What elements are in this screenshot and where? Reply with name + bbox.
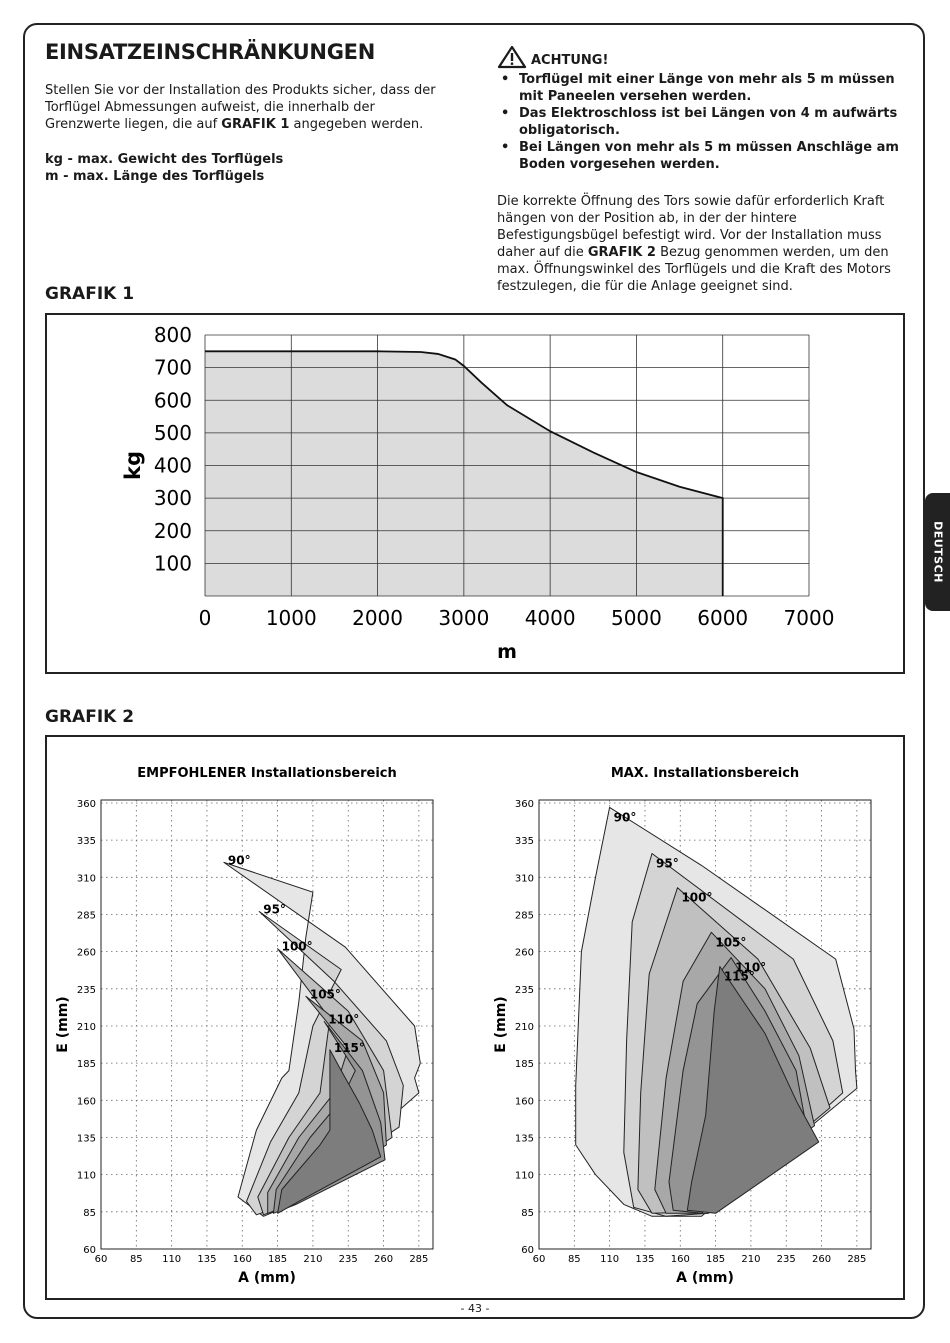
y-tick-label: 360 (76, 798, 96, 810)
warning-box (497, 45, 907, 173)
x-axis-label: A (mm) (238, 1270, 296, 1286)
definition-kg: kg - max. Gewicht des Torflügels (45, 152, 284, 167)
y-tick-label: 200 (153, 518, 192, 543)
y-tick-label: 235 (514, 984, 534, 996)
x-tick-label: 235 (776, 1254, 796, 1265)
paragraph-text-b: Bezug genommen werden, um den max. Öffnungswinkel des Torflügels und die Kraft des Motors festzulegen, die für die Anlage geeignet sind. (497, 245, 891, 294)
y-tick-label: 60 (521, 1245, 534, 1256)
x-tick-label: 0 (198, 606, 212, 630)
x-tick-label: 210 (303, 1254, 323, 1265)
x-tick-label: 7000 (783, 606, 835, 630)
y-tick-label: 110 (76, 1170, 96, 1182)
x-tick-label: 1000 (265, 606, 317, 630)
y-axis-label: E (mm) (55, 996, 71, 1053)
y-tick-label: 210 (514, 1021, 534, 1033)
language-tab-label: DEUTSCH (931, 521, 944, 583)
x-tick-label: 85 (129, 1254, 143, 1265)
installation-paragraph (497, 193, 907, 295)
x-tick-label: 160 (232, 1254, 252, 1265)
x-tick-label: 60 (94, 1254, 108, 1265)
paragraph-text-a: Die korrekte Öffnung des Tors sowie dafür erforderlich Kraft hängen von der Position ab, in der der hintere Befestigungsbügel befestigt wird. Vor der Installation muss daher auf die (497, 194, 885, 260)
x-tick-label: 160 (670, 1254, 690, 1265)
y-tick-label: 310 (514, 873, 534, 885)
y-tick-label: 60 (83, 1245, 96, 1256)
region-label: 100° (681, 890, 713, 905)
x-axis-label: A (mm) (676, 1270, 734, 1286)
region-label: 95° (656, 856, 679, 871)
y-tick-label: 235 (76, 984, 96, 996)
chart-title-rest: Installationsbereich (246, 766, 397, 781)
x-axis-label: m (497, 641, 517, 663)
warning-item: • Das Elektroschloss ist bei Längen von 4 m aufwärts obligatorisch. (497, 105, 907, 139)
x-tick-label: 285 (847, 1254, 867, 1265)
y-tick-label: 135 (76, 1133, 96, 1145)
warning-heading (497, 45, 907, 69)
y-tick-label: 210 (76, 1021, 96, 1033)
y-tick-label: 135 (514, 1133, 534, 1145)
y-tick-label: 285 (514, 910, 534, 922)
x-tick-label: 5000 (610, 606, 662, 630)
y-tick-label: 600 (153, 388, 192, 413)
y-tick-label: 160 (76, 1096, 96, 1108)
section-title: EINSATZEINSCHRÄNKUNGEN (45, 40, 375, 64)
y-tick-label: 110 (514, 1170, 534, 1182)
y-tick-label: 335 (76, 836, 96, 848)
x-tick-label: 2000 (352, 606, 404, 630)
x-tick-label: 60 (532, 1254, 546, 1265)
x-tick-label: 3000 (438, 606, 490, 630)
x-tick-label: 210 (741, 1254, 761, 1265)
region-label: 105° (715, 935, 747, 950)
region-label: 90° (227, 853, 251, 868)
y-tick-label: 85 (83, 1207, 96, 1219)
x-tick-label: 185 (706, 1254, 726, 1265)
region-label: 105° (309, 987, 341, 1002)
y-tick-label: 260 (514, 947, 534, 959)
region-label: 110° (328, 1012, 360, 1027)
warning-list (497, 71, 907, 173)
y-tick-label: 400 (153, 453, 192, 478)
chart-title-bold: EMPFOHLENER (137, 766, 247, 781)
y-tick-label: 310 (76, 873, 96, 885)
warning-item: • Bei Längen von mehr als 5 m müssen Anschläge am Boden vorgesehen werden. (497, 139, 907, 173)
region-label: 110° (735, 960, 767, 975)
x-tick-label: 185 (268, 1254, 288, 1265)
warning-icon (497, 45, 527, 69)
y-tick-label: 160 (514, 1096, 534, 1108)
x-tick-label: 135 (635, 1254, 655, 1265)
intro-text (45, 82, 445, 133)
graph1-chart (47, 315, 903, 672)
y-axis-label: kg (121, 451, 145, 480)
y-tick-label: 700 (153, 355, 192, 380)
y-tick-label: 800 (153, 323, 192, 347)
region-label: 100° (281, 939, 313, 954)
y-tick-label: 335 (514, 836, 534, 848)
definitions (45, 151, 283, 185)
y-tick-label: 85 (521, 1207, 534, 1219)
y-tick-label: 285 (76, 910, 96, 922)
language-tab[interactable] (925, 493, 950, 611)
y-tick-label: 185 (76, 1059, 96, 1071)
intro-graph-ref: GRAFIK 1 (221, 117, 290, 132)
region-label: 115° (333, 1040, 365, 1055)
y-tick-label: 100 (153, 551, 192, 576)
region-label: 115° (723, 969, 755, 984)
graph1-title: GRAFIK 1 (45, 284, 135, 304)
paragraph-graph-ref: GRAFIK 2 (587, 245, 656, 260)
x-tick-label: 235 (338, 1254, 358, 1265)
region-label: 90° (613, 810, 637, 825)
intro-text-a: Stellen Sie vor der Installation des Produkts sicher, dass der Torflügel Abmessungen aufweist, die innerhalb der Grenzwerte liegen, die auf (45, 83, 436, 132)
chart-title (137, 766, 396, 781)
y-tick-label: 260 (76, 947, 96, 959)
x-tick-label: 110 (600, 1254, 620, 1265)
intro-text-b: angegeben werden. (289, 117, 424, 132)
graph1-box (45, 313, 905, 674)
chart-title: MAX. Installationsbereich (610, 766, 800, 781)
x-tick-label: 135 (197, 1254, 217, 1265)
y-axis-label: E (mm) (493, 996, 509, 1053)
y-tick-label: 300 (153, 486, 192, 511)
definition-m: m - max. Länge des Torflügels (45, 169, 265, 184)
x-tick-label: 4000 (524, 606, 576, 630)
graph2-charts (47, 737, 903, 1298)
x-tick-label: 6000 (697, 606, 749, 630)
warning-item: • Torflügel mit einer Länge von mehr als 5 m müssen mit Paneelen versehen werden. (497, 71, 907, 105)
x-tick-label: 260 (374, 1254, 394, 1265)
region-label: 95° (263, 902, 286, 917)
graph2-box (45, 735, 905, 1300)
x-tick-label: 285 (409, 1254, 429, 1265)
x-tick-label: 110 (162, 1254, 182, 1265)
y-tick-label: 360 (514, 798, 534, 810)
graph2-title: GRAFIK 2 (45, 707, 135, 727)
page-number: - 43 - (460, 1302, 490, 1315)
x-tick-label: 260 (812, 1254, 832, 1265)
warning-heading-text: ACHTUNG! (531, 53, 609, 68)
y-tick-label: 500 (153, 420, 192, 445)
y-tick-label: 185 (514, 1059, 534, 1071)
x-tick-label: 85 (567, 1254, 581, 1265)
